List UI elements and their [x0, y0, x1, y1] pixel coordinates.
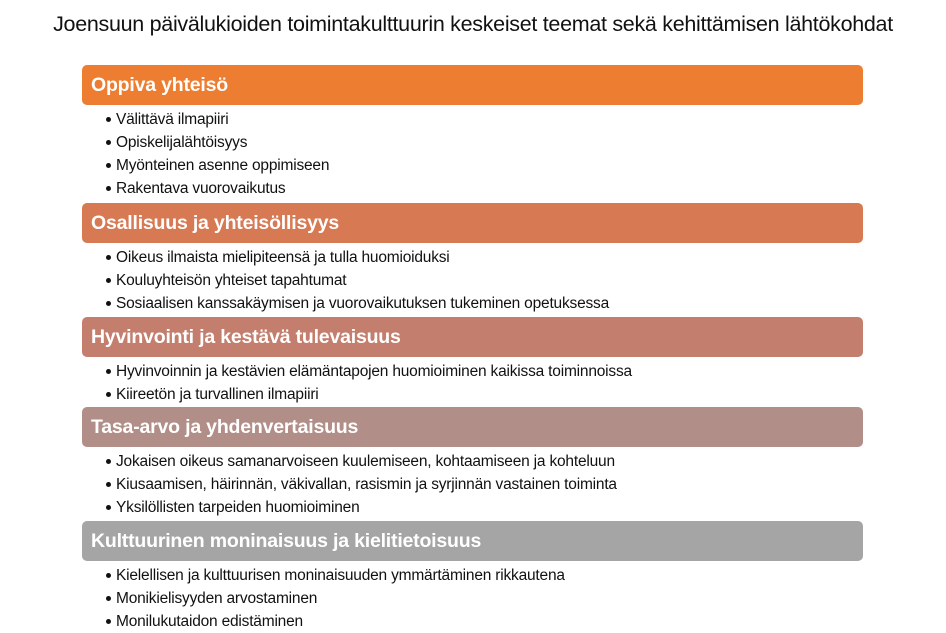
bullet-icon: [106, 482, 111, 487]
theme-section-hyvinvointi: [82, 317, 863, 406]
theme-section-oppiva-yhteiso: [82, 65, 863, 200]
bullet-icon: [106, 186, 111, 191]
theme-header: [82, 521, 863, 561]
theme-header: [82, 65, 863, 105]
theme-item-text: Sosiaalisen kanssakäymisen ja vuorovaikutuksen tukeminen opetuksessa: [116, 295, 610, 312]
theme-item-text: Monikielisyyden arvostaminen: [116, 590, 318, 607]
bullet-icon: [106, 301, 111, 306]
bullet-icon: [106, 140, 111, 145]
theme-item-list: [82, 108, 863, 200]
theme-item: [82, 246, 863, 269]
theme-item-text: Kiireetön ja turvallinen ilmapiiri: [116, 386, 319, 403]
bullet-icon: [106, 505, 111, 510]
theme-header-label: Tasa-arvo ja yhdenvertaisuus: [91, 415, 359, 438]
theme-item-text: Yksilöllisten tarpeiden huomioiminen: [116, 499, 360, 516]
theme-item: [82, 269, 863, 292]
bullet-icon: [106, 619, 111, 624]
theme-header: [82, 407, 863, 447]
bullet-icon: [106, 459, 111, 464]
theme-item-text: Opiskelijalähtöisyys: [116, 134, 248, 151]
page-title: Joensuun päivälukioiden toimintakulttuurin keskeiset teemat sekä kehittämisen lähtökohdat: [53, 12, 893, 36]
theme-item: [82, 154, 863, 177]
theme-item: [82, 360, 863, 383]
theme-header: [82, 317, 863, 357]
theme-item-list: [82, 360, 863, 406]
theme-section-osallisuus: [82, 203, 863, 315]
theme-item: [82, 564, 863, 587]
bullet-icon: [106, 596, 111, 601]
theme-item: [82, 177, 863, 200]
bullet-icon: [106, 369, 111, 374]
theme-item: [82, 383, 863, 406]
theme-item: [82, 610, 863, 633]
theme-item-text: Hyvinvoinnin ja kestävien elämäntapojen huomioiminen kaikissa toiminnoissa: [116, 363, 632, 380]
theme-item: [82, 473, 863, 496]
bullet-icon: [106, 163, 111, 168]
theme-section-kulttuurinen-moninaisuus: [82, 521, 863, 633]
theme-item-list: [82, 246, 863, 315]
bullet-icon: [106, 255, 111, 260]
theme-item-text: Jokaisen oikeus samanarvoiseen kuulemiseen, kohtaamiseen ja kohteluun: [116, 453, 615, 470]
theme-item-text: Kouluyhteisön yhteiset tapahtumat: [116, 272, 347, 289]
theme-item: [82, 108, 863, 131]
theme-header-label: Oppiva yhteisö: [91, 73, 228, 96]
theme-item-text: Monilukutaidon edistäminen: [116, 613, 303, 630]
theme-section-tasa-arvo: [82, 407, 863, 519]
theme-header-label: Kulttuurinen moninaisuus ja kielitietoisuus: [91, 529, 482, 552]
theme-item-list: [82, 564, 863, 633]
theme-item-text: Oikeus ilmaista mielipiteensä ja tulla huomioiduksi: [116, 249, 450, 266]
theme-item-text: Välittävä ilmapiiri: [116, 111, 229, 128]
theme-item-text: Rakentava vuorovaikutus: [116, 180, 286, 197]
bullet-icon: [106, 392, 111, 397]
theme-item: [82, 450, 863, 473]
theme-header: [82, 203, 863, 243]
theme-item: [82, 496, 863, 519]
theme-header-label: Hyvinvointi ja kestävä tulevaisuus: [91, 325, 401, 348]
bullet-icon: [106, 117, 111, 122]
theme-item: [82, 292, 863, 315]
theme-item-text: Myönteinen asenne oppimiseen: [116, 157, 330, 174]
theme-item: [82, 131, 863, 154]
theme-header-label: Osallisuus ja yhteisöllisyys: [91, 211, 340, 234]
bullet-icon: [106, 278, 111, 283]
theme-item-text: Kielellisen ja kulttuurisen moninaisuuden ymmärtäminen rikkautena: [116, 567, 565, 584]
theme-item: [82, 587, 863, 610]
bullet-icon: [106, 573, 111, 578]
theme-item-text: Kiusaamisen, häirinnän, väkivallan, rasismin ja syrjinnän vastainen toiminta: [116, 476, 617, 493]
theme-item-list: [82, 450, 863, 519]
